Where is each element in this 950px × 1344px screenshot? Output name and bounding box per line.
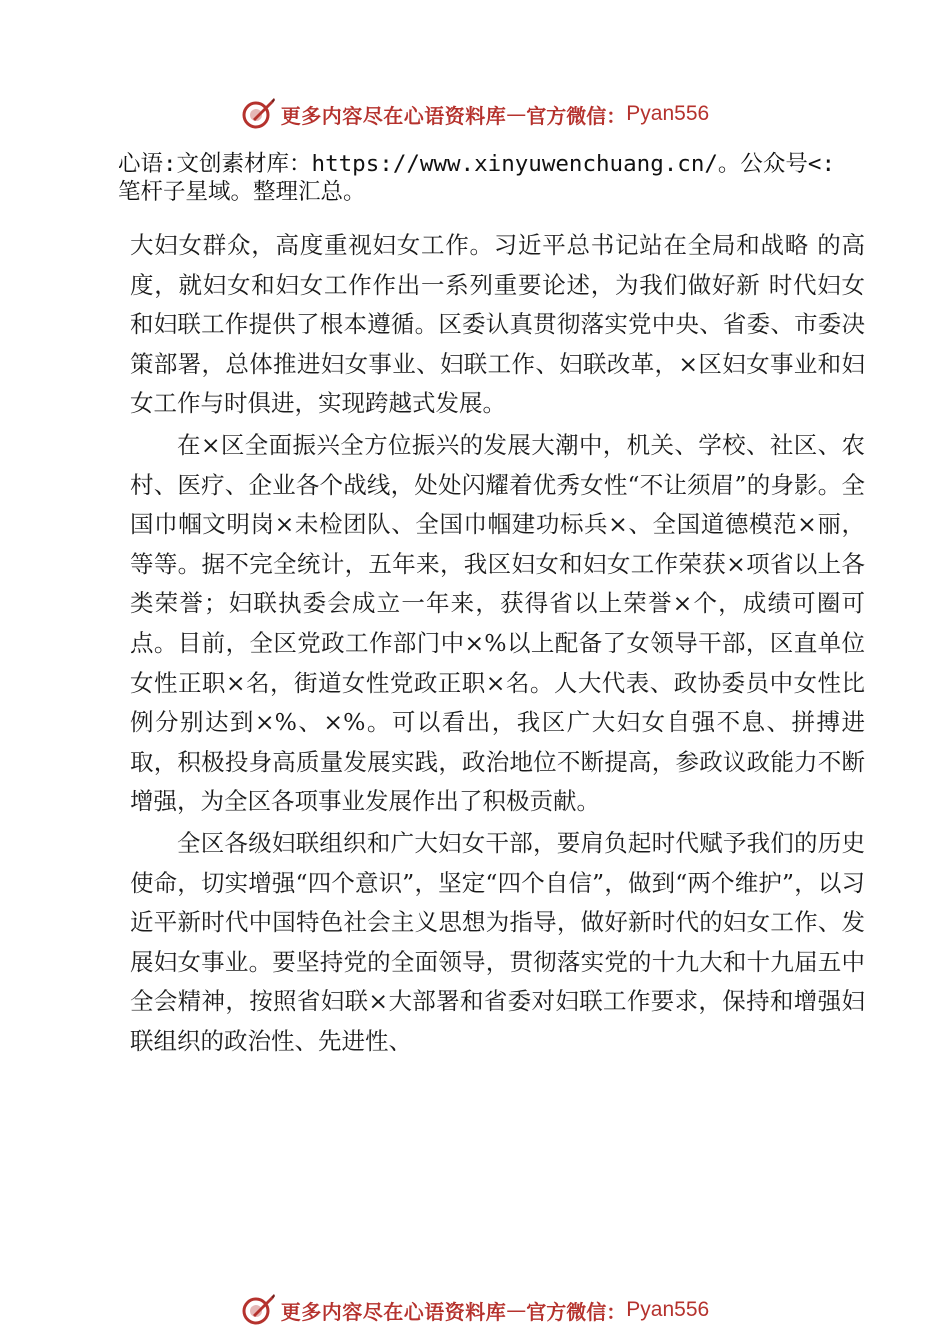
paragraph: 在×区全面振兴全方位振兴的发展大潮中，机关、学校、社区、农村、医疗、企业各个战线，处处闪耀着优秀女性“不让须眉”的身影。全国巾帼文明岗×未检团队、全国巾帼建功标兵×、全国道德模范×丽，等等。据不完全统计，五年来，我区妇女和妇女工作荣获×项省以上各类荣誉；妇联执委会成立一年来，获得省以上荣誉×个，成绩可圈可点。目前，全区党政工作部门中×%以上配备了女领导干部，区直单位女性正职×名，街道女性党政正职×名。人大代表、政协委员中女性比例分别达到×%、×%。可以看出，我区广大妇女自强不息、拼搏进取，积极投身高质量发展实践，政治地位不断提高，参政议政能力不断增强，为全区各项事业发展作出了积极贡献。 (130, 430, 865, 816)
quill-pen-in-circle-icon (241, 97, 275, 131)
paragraph: 全区各级妇联组织和广大妇女干部，要肩负起时代赋予我们的历史使命，切实增强“四个意识”，坚定“四个自信”，做到“两个维护”，以习近平新时代中国特色社会主义思想为指导，做好新时代的妇女工作、发展妇女事业。要坚持党的全面领导，贯彻落实党的十九大和十九届五中全会精神，按照省妇联×大部署和省委对妇联工作要求，保持和增强妇联组织的政治性、先进性、 (130, 828, 865, 1055)
brand-text: 更多内容尽在心语资料库 (280, 103, 507, 128)
paragraph: 大妇女群众，高度重视妇女工作。习近平总书记站在全局和战略 的高度，就妇女和妇女工作作出一系列重要论述，为我们做好新 时代妇女和妇联工作提供了根本遵循。区委认真贯彻落实党中央、省委、市委决策部署，总体推进妇女事业、妇联工作、妇联改革，×区妇女事业和妇女工作与时俱进，实现跨越式发展。 (130, 231, 865, 418)
header-banner (0, 92, 950, 136)
source-note-line-2: 笔杆子星域。整理汇总。 (118, 179, 366, 205)
source-note-line-1: 心语:文创素材库：https://www.xinyuwenchuang.cn/。公众号<: (118, 151, 836, 177)
wechat-id: Pyan556 (626, 1298, 710, 1321)
footer-banner (0, 1288, 950, 1332)
wechat-label: 官方微信： (526, 1299, 627, 1324)
banner-separator: — (506, 102, 527, 126)
source-note (118, 150, 878, 206)
wechat-label: 官方微信： (526, 103, 627, 128)
quill-pen-in-circle-icon (241, 1293, 275, 1327)
banner-separator: — (506, 1298, 527, 1322)
brand-text: 更多内容尽在心语资料库 (280, 1299, 507, 1324)
wechat-id: Pyan556 (626, 102, 710, 125)
document-body (130, 226, 865, 1063)
